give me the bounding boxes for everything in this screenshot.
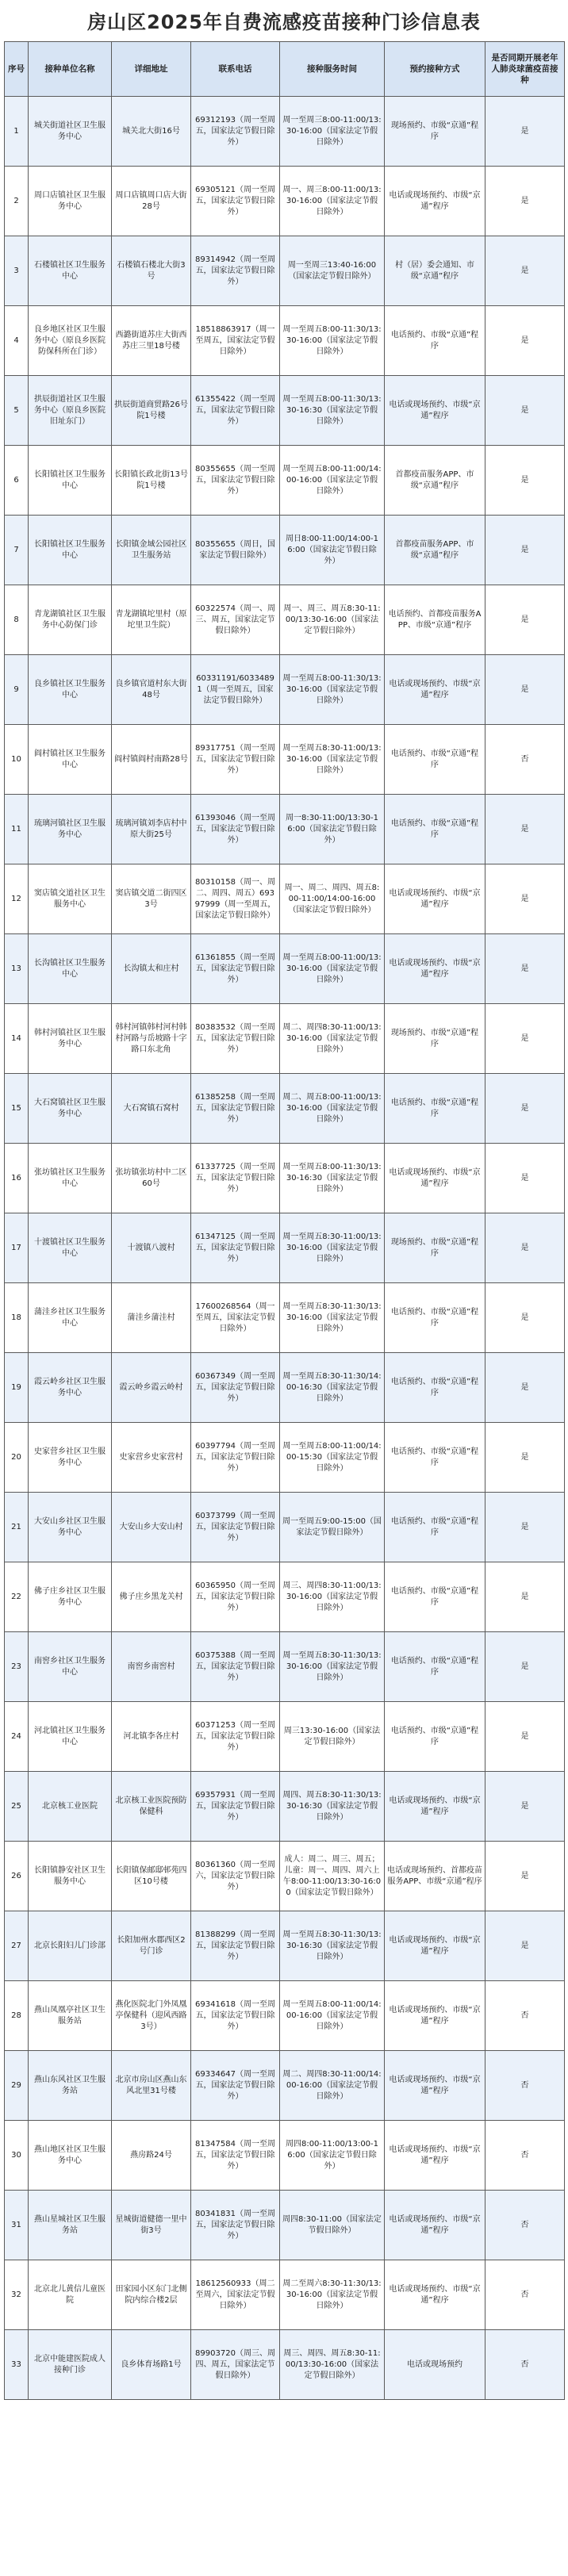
address-cell: 良乡体育场路1号 bbox=[112, 2330, 191, 2400]
clinic-name-cell: 北京北儿黄信儿童医院 bbox=[29, 2260, 112, 2330]
clinic-name-cell: 长阳镇社区卫生服务中心 bbox=[29, 446, 112, 516]
address-cell: 西潞街道苏庄大街西苏庄三里18号楼 bbox=[112, 306, 191, 376]
phone-cell: 80355655（周一至周五，国家法定节假日除外） bbox=[191, 446, 280, 516]
table-row bbox=[5, 655, 565, 725]
row-number-cell: 22 bbox=[5, 1562, 29, 1632]
booking-method-cell: 首都疫苗服务APP、市级“京通”程序 bbox=[385, 516, 485, 585]
service-time-cell: 周一至周五8:00-11:30/13:30-16:00（国家法定节假日除外） bbox=[280, 306, 385, 376]
clinic-name-cell: 北京中能建医院成人接种门诊 bbox=[29, 2330, 112, 2400]
row-number-cell: 31 bbox=[5, 2191, 29, 2260]
phone-cell: 60365950（周一至周五，国家法定节假日除外） bbox=[191, 1562, 280, 1632]
service-time-cell: 周一至周五8:30-11:00/13:30-16:00（国家法定节假日除外） bbox=[280, 1213, 385, 1283]
clinic-name-cell: 城关街道社区卫生服务中心 bbox=[29, 97, 112, 167]
phone-cell: 17600268564（周一至周五，国家法定节假日除外） bbox=[191, 1283, 280, 1353]
service-time-cell: 周三、周四、周五8:30-11:00/13:30-16:00（国家法定节假日除外） bbox=[280, 2330, 385, 2400]
phone-cell: 69312193（周一至周五，国家法定节假日除外） bbox=[191, 97, 280, 167]
row-number-cell: 28 bbox=[5, 1981, 29, 2051]
address-cell: 长阳镇保邮邸邨苑四区10号楼 bbox=[112, 1842, 191, 1911]
address-cell: 良乡镇官道村东大街48号 bbox=[112, 655, 191, 725]
table-row bbox=[5, 1772, 565, 1842]
service-time-cell: 周一、周三8:00-11:00/13:30-16:00（国家法定节假日除外） bbox=[280, 167, 385, 236]
pneumococcal-cell: 是 bbox=[485, 795, 565, 864]
service-time-cell: 周一至周五8:30-11:30/14:00-16:30（国家法定节假日除外） bbox=[280, 1353, 385, 1423]
clinic-name-cell: 霞云岭乡社区卫生服务中心 bbox=[29, 1353, 112, 1423]
address-cell: 史家营乡史家营村 bbox=[112, 1423, 191, 1493]
pneumococcal-cell: 否 bbox=[485, 2330, 565, 2400]
clinic-name-cell: 周口店镇社区卫生服务中心 bbox=[29, 167, 112, 236]
service-time-cell: 周一至周五8:00-11:00/14:00-16:00（国家法定节假日除外） bbox=[280, 1981, 385, 2051]
row-number-cell: 6 bbox=[5, 446, 29, 516]
clinic-name-cell: 韩村河镇社区卫生服务中心 bbox=[29, 1004, 112, 1074]
page-title: 房山区2025年自费流感疫苗接种门诊信息表 bbox=[87, 10, 481, 33]
phone-cell: 69341618（周一至周五，国家法定节假日除外） bbox=[191, 1981, 280, 2051]
booking-method-cell: 现场预约、市级“京通”程序 bbox=[385, 1213, 485, 1283]
table-row bbox=[5, 2191, 565, 2260]
row-number-cell: 15 bbox=[5, 1074, 29, 1144]
table-row bbox=[5, 725, 565, 795]
address-cell: 长阳镇长政北街13号院1号楼 bbox=[112, 446, 191, 516]
row-number-cell: 8 bbox=[5, 585, 29, 655]
clinic-name-cell: 长阳镇社区卫生服务中心 bbox=[29, 516, 112, 585]
phone-cell: 80341831（周一至周五，国家法定节假日除外） bbox=[191, 2191, 280, 2260]
row-number-cell: 1 bbox=[5, 97, 29, 167]
service-time-cell: 周四8:30-11:00（国家法定节假日除外） bbox=[280, 2191, 385, 2260]
service-time-cell: 周一至周五8:30-11:30/13:30-16:00（国家法定节假日除外） bbox=[280, 1283, 385, 1353]
phone-cell: 69305121（周一至周五，国家法定节假日除外） bbox=[191, 167, 280, 236]
booking-method-cell: 电话预约、市级“京通”程序 bbox=[385, 1632, 485, 1702]
address-cell: 大石窝镇石窝村 bbox=[112, 1074, 191, 1144]
phone-cell: 60322574（周一、周三、周五，国家法定节假日除外） bbox=[191, 585, 280, 655]
table-row bbox=[5, 446, 565, 516]
row-number-cell: 2 bbox=[5, 167, 29, 236]
header-phone: 联系电话 bbox=[191, 42, 280, 97]
table-body bbox=[5, 97, 565, 2400]
booking-method-cell: 电话预约、市级“京通”程序 bbox=[385, 795, 485, 864]
pneumococcal-cell: 是 bbox=[485, 236, 565, 306]
row-number-cell: 4 bbox=[5, 306, 29, 376]
header-address: 详细地址 bbox=[112, 42, 191, 97]
address-cell: 霞云岭乡霞云岭村 bbox=[112, 1353, 191, 1423]
table-row bbox=[5, 2330, 565, 2400]
clinic-name-cell: 良乡镇社区卫生服务中心 bbox=[29, 655, 112, 725]
booking-method-cell: 首都疫苗服务APP、市级“京通”程序 bbox=[385, 446, 485, 516]
table-row bbox=[5, 516, 565, 585]
address-cell: 北京市房山区燕山东风北里31号楼 bbox=[112, 2051, 191, 2121]
address-cell: 大安山乡大安山村 bbox=[112, 1493, 191, 1562]
pneumococcal-cell: 是 bbox=[485, 1004, 565, 1074]
table-row bbox=[5, 2260, 565, 2330]
table-row bbox=[5, 236, 565, 306]
header-time: 接种服务时间 bbox=[280, 42, 385, 97]
row-number-cell: 25 bbox=[5, 1772, 29, 1842]
row-number-cell: 10 bbox=[5, 725, 29, 795]
row-number-cell: 14 bbox=[5, 1004, 29, 1074]
pneumococcal-cell: 是 bbox=[485, 1283, 565, 1353]
row-number-cell: 23 bbox=[5, 1632, 29, 1702]
service-time-cell: 周二、周五8:00-11:00/13:30-16:00（国家法定节假日除外） bbox=[280, 1074, 385, 1144]
clinic-name-cell: 石楼镇社区卫生服务中心 bbox=[29, 236, 112, 306]
booking-method-cell: 电话或现场预约、市级“京通”程序 bbox=[385, 655, 485, 725]
pneumococcal-cell: 是 bbox=[485, 167, 565, 236]
table-row bbox=[5, 1144, 565, 1213]
service-time-cell: 周日8:00-11:00/14:00-16:00（国家法定节假日除外） bbox=[280, 516, 385, 585]
table-row bbox=[5, 1074, 565, 1144]
table-row bbox=[5, 1981, 565, 2051]
service-time-cell: 周一、周三、周五8:30-11:00/13:30-16:00（国家法定节假日除外） bbox=[280, 585, 385, 655]
service-time-cell: 周三、周四8:30-11:00/13:30-16:00（国家法定节假日除外） bbox=[280, 1562, 385, 1632]
clinic-name-cell: 北京核工业医院 bbox=[29, 1772, 112, 1842]
pneumococcal-cell: 是 bbox=[485, 864, 565, 934]
service-time-cell: 周一至周五9:00-15:00（国家法定节假日除外） bbox=[280, 1493, 385, 1562]
booking-method-cell: 电话预约、市级“京通”程序 bbox=[385, 725, 485, 795]
booking-method-cell: 电话预约、市级“京通”程序 bbox=[385, 1074, 485, 1144]
phone-cell: 89903720（周三、周四、周五，国家法定节假日除外） bbox=[191, 2330, 280, 2400]
row-number-cell: 19 bbox=[5, 1353, 29, 1423]
pneumococcal-cell: 是 bbox=[485, 1074, 565, 1144]
pneumococcal-cell: 是 bbox=[485, 446, 565, 516]
clinic-name-cell: 良乡地区社区卫生服务中心（原良乡医院防保科所在门诊） bbox=[29, 306, 112, 376]
row-number-cell: 16 bbox=[5, 1144, 29, 1213]
phone-cell: 61337725（周一至周五，国家法定节假日除外） bbox=[191, 1144, 280, 1213]
table-row bbox=[5, 1702, 565, 1772]
table-row bbox=[5, 934, 565, 1004]
phone-cell: 89314942（周一至周五，国家法定节假日除外） bbox=[191, 236, 280, 306]
clinic-name-cell: 河北镇社区卫生服务中心 bbox=[29, 1702, 112, 1772]
clinic-name-cell: 燕山凤凰亭社区卫生服务站 bbox=[29, 1981, 112, 2051]
clinic-name-cell: 十渡镇社区卫生服务中心 bbox=[29, 1213, 112, 1283]
row-number-cell: 13 bbox=[5, 934, 29, 1004]
service-time-cell: 周一至周五8:00-11:30/13:30-16:00（国家法定节假日除外） bbox=[280, 655, 385, 725]
phone-cell: 60371253（周一至周五，国家法定节假日除外） bbox=[191, 1702, 280, 1772]
phone-cell: 89317751（周一至周五，国家法定节假日除外） bbox=[191, 725, 280, 795]
pneumococcal-cell: 是 bbox=[485, 1493, 565, 1562]
header-name: 接种单位名称 bbox=[29, 42, 112, 97]
phone-cell: 61361855（周一至周五，国家法定节假日除外） bbox=[191, 934, 280, 1004]
address-cell: 燕房路24号 bbox=[112, 2121, 191, 2191]
pneumococcal-cell: 是 bbox=[485, 934, 565, 1004]
clinic-name-cell: 长阳镇静安社区卫生服务中心 bbox=[29, 1842, 112, 1911]
pneumococcal-cell: 是 bbox=[485, 1353, 565, 1423]
pneumococcal-cell: 是 bbox=[485, 97, 565, 167]
booking-method-cell: 电话预约、市级“京通”程序 bbox=[385, 1562, 485, 1632]
address-cell: 十渡镇八渡村 bbox=[112, 1213, 191, 1283]
clinic-table bbox=[4, 41, 565, 2400]
clinic-name-cell: 拱辰街道社区卫生服务中心（原良乡医院旧址东门） bbox=[29, 376, 112, 446]
phone-cell: 61385258（周一至周五，国家法定节假日除外） bbox=[191, 1074, 280, 1144]
booking-method-cell: 电话预约、市级“京通”程序 bbox=[385, 1353, 485, 1423]
clinic-name-cell: 张坊镇社区卫生服务中心 bbox=[29, 1144, 112, 1213]
service-time-cell: 周一至周五8:00-11:00/14:00-15:30（国家法定节假日除外） bbox=[280, 1423, 385, 1493]
pneumococcal-cell: 否 bbox=[485, 1981, 565, 2051]
service-time-cell: 周一至周五8:00-11:00/13:30-16:00（国家法定节假日除外） bbox=[280, 934, 385, 1004]
service-time-cell: 周四8:00-11:00/13:00-16:00（国家法定节假日除外） bbox=[280, 2121, 385, 2191]
phone-cell: 69357931（周一至周五，国家法定节假日除外） bbox=[191, 1772, 280, 1842]
booking-method-cell: 电话或现场预约、市级“京通”程序 bbox=[385, 934, 485, 1004]
booking-method-cell: 电话或现场预约、市级“京通”程序 bbox=[385, 864, 485, 934]
pneumococcal-cell: 是 bbox=[485, 1842, 565, 1911]
booking-method-cell: 电话或现场预约、市级“京通”程序 bbox=[385, 1144, 485, 1213]
address-cell: 长阳加州水郡西区2号门诊 bbox=[112, 1911, 191, 1981]
address-cell: 北京核工业医院预防保健科 bbox=[112, 1772, 191, 1842]
row-number-cell: 17 bbox=[5, 1213, 29, 1283]
row-number-cell: 18 bbox=[5, 1283, 29, 1353]
clinic-name-cell: 史家营乡社区卫生服务中心 bbox=[29, 1423, 112, 1493]
phone-cell: 80361360（周一至周六，国家法定节假日除外） bbox=[191, 1842, 280, 1911]
address-cell: 周口店镇周口店大街28号 bbox=[112, 167, 191, 236]
service-time-cell: 周一、周二、周四、周五8:00-11:00/14:00-16:00（国家法定节假日除外） bbox=[280, 864, 385, 934]
phone-cell: 61347125（周一至周五，国家法定节假日除外） bbox=[191, 1213, 280, 1283]
header-pneumo: 是否同期开展老年人肺炎球菌疫苗接种 bbox=[485, 42, 565, 97]
table-row bbox=[5, 864, 565, 934]
row-number-cell: 20 bbox=[5, 1423, 29, 1493]
booking-method-cell: 现场预约、市级“京通”程序 bbox=[385, 1004, 485, 1074]
booking-method-cell: 电话或现场预约、市级“京通”程序 bbox=[385, 1911, 485, 1981]
table-row bbox=[5, 1842, 565, 1911]
pneumococcal-cell: 是 bbox=[485, 1911, 565, 1981]
booking-method-cell: 电话或现场预约、市级“京通”程序 bbox=[385, 376, 485, 446]
service-time-cell: 周一至周五8:00-11:30/13:30-16:30（国家法定节假日除外） bbox=[280, 1144, 385, 1213]
address-cell: 琉璃河镇刘李店村中原大街25号 bbox=[112, 795, 191, 864]
table-row bbox=[5, 1004, 565, 1074]
row-number-cell: 7 bbox=[5, 516, 29, 585]
pneumococcal-cell: 是 bbox=[485, 585, 565, 655]
booking-method-cell: 电话或现场预约、市级“京通”程序 bbox=[385, 2191, 485, 2260]
booking-method-cell: 电话或现场预约、市级“京通”程序 bbox=[385, 2121, 485, 2191]
booking-method-cell: 村（居）委会通知、市级“京通”程序 bbox=[385, 236, 485, 306]
phone-cell: 80383532（周一至周五，国家法定节假日除外） bbox=[191, 1004, 280, 1074]
booking-method-cell: 电话预约、市级“京通”程序 bbox=[385, 306, 485, 376]
clinic-name-cell: 蒲洼乡社区卫生服务中心 bbox=[29, 1283, 112, 1353]
service-time-cell: 周一至周五8:30-11:00/13:30-16:00（国家法定节假日除外） bbox=[280, 725, 385, 795]
address-cell: 南窖乡南窖村 bbox=[112, 1632, 191, 1702]
table-row bbox=[5, 97, 565, 167]
address-cell: 长沟镇太和庄村 bbox=[112, 934, 191, 1004]
row-number-cell: 26 bbox=[5, 1842, 29, 1911]
address-cell: 蒲洼乡蒲洼村 bbox=[112, 1283, 191, 1353]
address-cell: 韩村河镇韩村河村韩村河路与岳坡路十字路口东北角 bbox=[112, 1004, 191, 1074]
booking-method-cell: 电话预约、市级“京通”程序 bbox=[385, 1423, 485, 1493]
service-time-cell: 周一至周五8:00-11:30/13:30-16:30（国家法定节假日除外） bbox=[280, 376, 385, 446]
table-row bbox=[5, 1353, 565, 1423]
booking-method-cell: 电话或现场预约、市级“京通”程序 bbox=[385, 1772, 485, 1842]
table-row bbox=[5, 1911, 565, 1981]
service-time-cell: 周一至周五8:30-11:30/13:30-16:30（国家法定节假日除外） bbox=[280, 1911, 385, 1981]
booking-method-cell: 电话或现场预约、首都疫苗服务APP、市级“京通”程序 bbox=[385, 1842, 485, 1911]
table-row bbox=[5, 585, 565, 655]
row-number-cell: 12 bbox=[5, 864, 29, 934]
service-time-cell: 周三13:30-16:00（国家法定节假日除外） bbox=[280, 1702, 385, 1772]
address-cell: 张坊镇张坊村中二区60号 bbox=[112, 1144, 191, 1213]
header-no: 序号 bbox=[5, 42, 29, 97]
service-time-cell: 周一至周五8:30-11:30/13:30-16:00（国家法定节假日除外） bbox=[280, 1632, 385, 1702]
clinic-name-cell: 大石窝镇社区卫生服务中心 bbox=[29, 1074, 112, 1144]
pneumococcal-cell: 否 bbox=[485, 2121, 565, 2191]
row-number-cell: 30 bbox=[5, 2121, 29, 2191]
phone-cell: 18612560933（周二至周六，国家法定节假日除外） bbox=[191, 2260, 280, 2330]
booking-method-cell: 电话预约、市级“京通”程序 bbox=[385, 1493, 485, 1562]
pneumococcal-cell: 否 bbox=[485, 2260, 565, 2330]
pneumococcal-cell: 是 bbox=[485, 1772, 565, 1842]
table-row bbox=[5, 167, 565, 236]
address-cell: 星城街道健德一里中街3号 bbox=[112, 2191, 191, 2260]
row-number-cell: 11 bbox=[5, 795, 29, 864]
address-cell: 拱辰街道商贸路26号院1号楼 bbox=[112, 376, 191, 446]
row-number-cell: 3 bbox=[5, 236, 29, 306]
address-cell: 河北镇李各庄村 bbox=[112, 1702, 191, 1772]
header-row bbox=[5, 42, 565, 97]
address-cell: 田家园小区东门北侧院内综合楼2层 bbox=[112, 2260, 191, 2330]
row-number-cell: 21 bbox=[5, 1493, 29, 1562]
clinic-name-cell: 阎村镇社区卫生服务中心 bbox=[29, 725, 112, 795]
booking-method-cell: 电话预约、市级“京通”程序 bbox=[385, 1702, 485, 1772]
booking-method-cell: 电话或现场预约、市级“京通”程序 bbox=[385, 167, 485, 236]
table-row bbox=[5, 1423, 565, 1493]
address-cell: 石楼镇石楼北大街3号 bbox=[112, 236, 191, 306]
booking-method-cell: 电话或现场预约、市级“京通”程序 bbox=[385, 1981, 485, 2051]
table-header bbox=[5, 42, 565, 97]
booking-method-cell: 现场预约、市级“京通”程序 bbox=[385, 97, 485, 167]
address-cell: 佛子庄乡黑龙关村 bbox=[112, 1562, 191, 1632]
table-row bbox=[5, 306, 565, 376]
pneumococcal-cell: 是 bbox=[485, 1423, 565, 1493]
phone-cell: 60373799（周一至周五，国家法定节假日除外） bbox=[191, 1493, 280, 1562]
clinic-name-cell: 燕山星城社区卫生服务站 bbox=[29, 2191, 112, 2260]
service-time-cell: 成人：周二、周三、周五；儿童：周一、周四、周六上午8:00-11:00/13:30-16:00（国家法定节假日除外） bbox=[280, 1842, 385, 1911]
service-time-cell: 周四、周五8:30-11:30/13:30-16:30（国家法定节假日除外） bbox=[280, 1772, 385, 1842]
service-time-cell: 周二、周四8:30-11:00/14:00-16:00（国家法定节假日除外） bbox=[280, 2051, 385, 2121]
table-row bbox=[5, 795, 565, 864]
phone-cell: 80310158（周一、周二、周四、周五）69397999（周一至周五，国家法定节假日除外） bbox=[191, 864, 280, 934]
table-row bbox=[5, 1632, 565, 1702]
booking-method-cell: 电话或现场预约 bbox=[385, 2330, 485, 2400]
row-number-cell: 9 bbox=[5, 655, 29, 725]
clinic-name-cell: 佛子庄乡社区卫生服务中心 bbox=[29, 1562, 112, 1632]
booking-method-cell: 电话预约、首都疫苗服务APP、市级“京通”程序 bbox=[385, 585, 485, 655]
address-cell: 长阳镇金域公园社区卫生服务站 bbox=[112, 516, 191, 585]
row-number-cell: 29 bbox=[5, 2051, 29, 2121]
clinic-name-cell: 燕山东风社区卫生服务站 bbox=[29, 2051, 112, 2121]
clinic-name-cell: 琉璃河镇社区卫生服务中心 bbox=[29, 795, 112, 864]
clinic-name-cell: 南窖乡社区卫生服务中心 bbox=[29, 1632, 112, 1702]
table-row bbox=[5, 1283, 565, 1353]
pneumococcal-cell: 否 bbox=[485, 725, 565, 795]
service-time-cell: 周二、周四8:30-11:00/13:30-16:00（国家法定节假日除外） bbox=[280, 1004, 385, 1074]
address-cell: 燕化医院北门外凤凰亭保健科（迎风西路3号） bbox=[112, 1981, 191, 2051]
address-cell: 窦店镇交道二街四区3号 bbox=[112, 864, 191, 934]
row-number-cell: 33 bbox=[5, 2330, 29, 2400]
pneumococcal-cell: 否 bbox=[485, 2191, 565, 2260]
table-row bbox=[5, 1493, 565, 1562]
clinic-name-cell: 燕山地区社区卫生服务中心 bbox=[29, 2121, 112, 2191]
pneumococcal-cell: 是 bbox=[485, 376, 565, 446]
table-row bbox=[5, 2051, 565, 2121]
pneumococcal-cell: 是 bbox=[485, 1213, 565, 1283]
phone-cell: 61393046（周一至周五，国家法定节假日除外） bbox=[191, 795, 280, 864]
service-time-cell: 周一至周五8:00-11:00/14:00-16:00（国家法定节假日除外） bbox=[280, 446, 385, 516]
clinic-name-cell: 青龙湖镇社区卫生服务中心防保门诊 bbox=[29, 585, 112, 655]
service-time-cell: 周二至周六8:30-11:30/13:30-16:00（国家法定节假日除外） bbox=[280, 2260, 385, 2330]
phone-cell: 61355422（周一至周五，国家法定节假日除外） bbox=[191, 376, 280, 446]
address-cell: 城关北大街16号 bbox=[112, 97, 191, 167]
pneumococcal-cell: 是 bbox=[485, 1632, 565, 1702]
clinic-name-cell: 长沟镇社区卫生服务中心 bbox=[29, 934, 112, 1004]
booking-method-cell: 电话预约、市级“京通”程序 bbox=[385, 1283, 485, 1353]
clinic-name-cell: 北京长阳妇儿门诊部 bbox=[29, 1911, 112, 1981]
row-number-cell: 32 bbox=[5, 2260, 29, 2330]
table-row bbox=[5, 376, 565, 446]
table-row bbox=[5, 1562, 565, 1632]
clinic-name-cell: 大安山乡社区卫生服务中心 bbox=[29, 1493, 112, 1562]
service-time-cell: 周一8:30-11:00/13:30-16:00（国家法定节假日除外） bbox=[280, 795, 385, 864]
phone-cell: 18518863917（周一至周五，国家法定节假日除外） bbox=[191, 306, 280, 376]
row-number-cell: 5 bbox=[5, 376, 29, 446]
phone-cell: 60375388（周一至周五，国家法定节假日除外） bbox=[191, 1632, 280, 1702]
pneumococcal-cell: 是 bbox=[485, 1562, 565, 1632]
pneumococcal-cell: 是 bbox=[485, 655, 565, 725]
phone-cell: 81388299（周一至周五，国家法定节假日除外） bbox=[191, 1911, 280, 1981]
phone-cell: 60331191/60334891（周一至周五，国家法定节假日除外） bbox=[191, 655, 280, 725]
pneumococcal-cell: 是 bbox=[485, 1702, 565, 1772]
booking-method-cell: 电话或现场预约、市级“京通”程序 bbox=[385, 2051, 485, 2121]
table-row bbox=[5, 1213, 565, 1283]
address-cell: 青龙湖镇坨里村（原坨里卫生院） bbox=[112, 585, 191, 655]
phone-cell: 69334647（周一至周五，国家法定节假日除外） bbox=[191, 2051, 280, 2121]
pneumococcal-cell: 是 bbox=[485, 1144, 565, 1213]
row-number-cell: 24 bbox=[5, 1702, 29, 1772]
booking-method-cell: 电话或现场预约、市级“京通”程序 bbox=[385, 2260, 485, 2330]
pneumococcal-cell: 是 bbox=[485, 306, 565, 376]
row-number-cell: 27 bbox=[5, 1911, 29, 1981]
clinic-name-cell: 窦店镇交道社区卫生服务中心 bbox=[29, 864, 112, 934]
address-cell: 阎村镇阎村南路28号 bbox=[112, 725, 191, 795]
service-time-cell: 周一至周三13:40-16:00（国家法定节假日除外） bbox=[280, 236, 385, 306]
phone-cell: 81347584（周一至周五，国家法定节假日除外） bbox=[191, 2121, 280, 2191]
pneumococcal-cell: 否 bbox=[485, 2051, 565, 2121]
phone-cell: 80355655（周日，国家法定节假日除外） bbox=[191, 516, 280, 585]
pneumococcal-cell: 是 bbox=[485, 516, 565, 585]
header-method: 预约接种方式 bbox=[385, 42, 485, 97]
service-time-cell: 周一至周三8:00-11:00/13:30-16:00（国家法定节假日除外） bbox=[280, 97, 385, 167]
table-row bbox=[5, 2121, 565, 2191]
phone-cell: 60367349（周一至周五，国家法定节假日除外） bbox=[191, 1353, 280, 1423]
phone-cell: 60397794（周一至周五，国家法定节假日除外） bbox=[191, 1423, 280, 1493]
